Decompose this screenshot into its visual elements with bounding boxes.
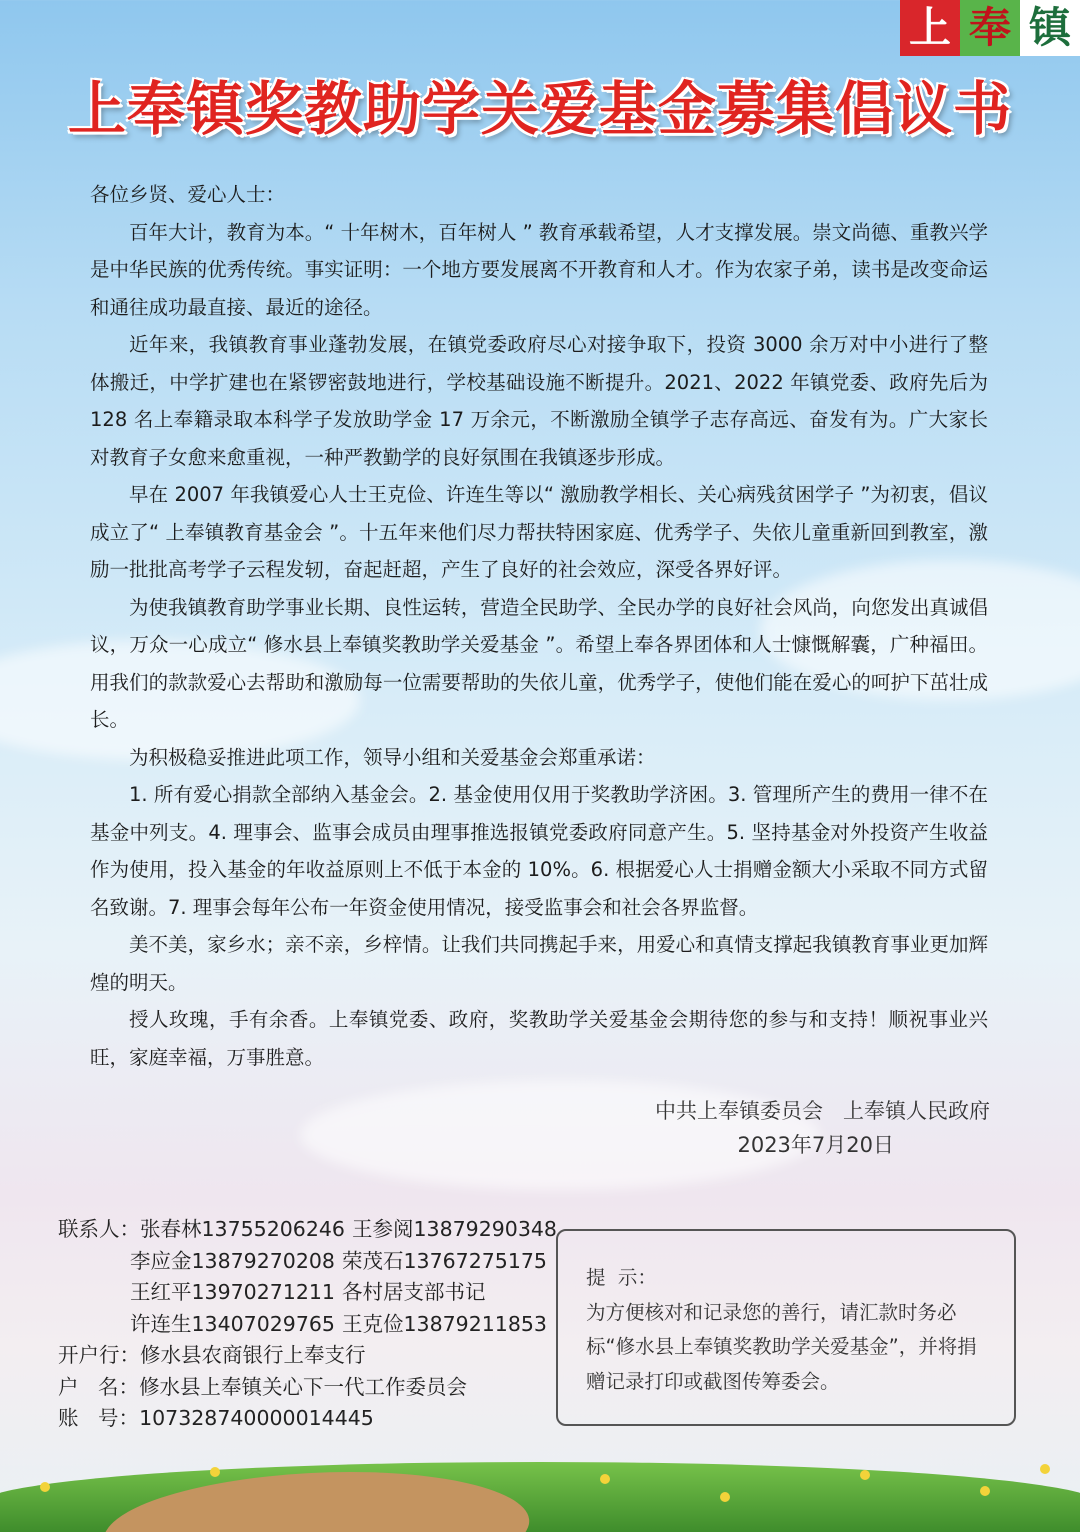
greeting: 各位乡贤、爱心人士： <box>90 183 286 206</box>
contact-person: 荣茂石13767275175 <box>342 1248 547 1273</box>
flower-decoration <box>1040 1464 1050 1474</box>
contact-person: 王克俭13879211853 <box>342 1311 547 1336</box>
paragraph: 为积极稳妥推进此项工作，领导小组和关爱基金会郑重承诺： <box>129 745 656 769</box>
paragraph: 1. 所有爱心捐款全部纳入基金会。2. 基金使用仅用于奖教助学济困。3. 管理所产生的费用一律不在基金中列支。4. 理事会、监事会成员由理事推选报镇党委政府同意产生。5. 坚持基金对外投资产生收益作为使用，投入基金的年收益原则上不低于本金的 10%。6. 根据爱心人士捐赠金额大小采取不同方式留名致谢。7. 理事会每年公布一年资金使用情况，接受监事会和社会各界监督。 <box>90 783 988 919</box>
letter-body <box>90 176 988 1076</box>
account-name-label: 户 名： <box>58 1374 140 1399</box>
contact-person: 各村居支部书记 <box>342 1280 486 1304</box>
flower-decoration <box>40 1482 50 1492</box>
tip-heading: 提 示： <box>586 1266 657 1289</box>
contact-person: 张春林13755206246 <box>140 1217 345 1241</box>
flower-decoration <box>720 1492 730 1502</box>
signature-orgs: 中共上奉镇委员会 上奉镇人民政府 <box>654 1099 990 1123</box>
page-title: 上奉镇奖教助学关爱基金募集倡议书 <box>67 75 1012 143</box>
paragraph: 美不美，家乡水；亲不亲，乡梓情。让我们共同携起手来，用爱心和真情支撑起我镇教育事业更加辉煌的明天。 <box>90 933 988 994</box>
paragraph: 授人玫瑰，手有余香。上奉镇党委、政府，奖教助学关爱基金会期待您的参与和支持！顺祝事业兴旺，家庭幸福，万事胜意。 <box>90 1008 988 1069</box>
flower-decoration <box>980 1486 990 1496</box>
contact-row <box>58 1277 557 1309</box>
signature-date: 2023年7月20日 <box>737 1133 894 1157</box>
contact-label: 联系人： <box>58 1217 140 1241</box>
flower-decoration <box>210 1467 220 1477</box>
contact-person: 李应金13879270208 <box>130 1248 335 1273</box>
bank-value: 修水县农商银行上奉支行 <box>140 1343 366 1367</box>
paragraph: 百年大计，教育为本。“ 十年树木，百年树人 ” 教育承载希望，人才支撑发展。崇文尚德、重教兴学是中华民族的优秀传统。事实证明：一个地方要发展离不开教育和人才。作为农家子弟，读书是改变命运和通往成功最直接、最近的途径。 <box>90 220 988 319</box>
signature <box>655 1094 990 1162</box>
paragraph: 早在 2007 年我镇爱心人士王克俭、许连生等以“ 激励教学相长、关心病残贫困学子 ”为初衷，倡议成立了“ 上奉镇教育基金会 ”。十五年来他们尽力帮扶特困家庭、优秀学子、失依儿童重新回到教室，激励一批批高考学子云程发轫，奋起赶超，产生了良好的社会效应，深受各界好评。 <box>90 483 988 581</box>
contact-person: 许连生13407029765 <box>130 1311 335 1336</box>
contact-row <box>58 1309 557 1341</box>
account-name-value: 修水县上奉镇关心下一代工作委员会 <box>139 1374 468 1399</box>
logo-char: 镇 <box>1020 0 1080 56</box>
account-number-value: 107328740000014445 <box>139 1406 374 1430</box>
account-number-label: 账 号： <box>58 1406 140 1430</box>
contact-row <box>58 1246 557 1278</box>
bank-row <box>58 1340 557 1372</box>
grass-decoration <box>0 1452 1080 1532</box>
paragraph: 近年来，我镇教育事业蓬勃发展，在镇党委政府尽心对接争取下，投资 3000 余万对中小进行了整体搬迁，中学扩建也在紧锣密鼓地进行，学校基础设施不断提升。2021、2022 年镇党委、政府先后为 128 名上奉籍录取本科学子发放助学金 17 万余元，不断激励全镇学子志存高远、奋发有为。广大家长对教育子女愈来愈重视，一种严教勤学的良好氛围在我镇逐步形成。 <box>90 333 988 469</box>
account-number-row <box>58 1403 557 1435</box>
bank-label: 开户行： <box>58 1343 140 1367</box>
tip-text: 为方便核对和记录您的善行，请汇款时务必标“修水县上奉镇奖教助学关爱基金”，并将捐赠记录打印或截图传筹委会。 <box>586 1300 977 1393</box>
logo-char: 上 <box>900 0 960 56</box>
flower-decoration <box>600 1474 610 1484</box>
account-name-row <box>58 1372 557 1404</box>
contact-person: 王参阅13879290348 <box>352 1217 557 1241</box>
tip-box <box>556 1229 1016 1426</box>
town-logo <box>900 0 1080 56</box>
contact-person: 王红平13970271211 <box>130 1280 335 1304</box>
paragraph: 为使我镇教育助学事业长期、良性运转，营造全民助学、全民办学的良好社会风尚，向您发出真诚倡议，万众一心成立“ 修水县上奉镇奖教助学关爱基金 ”。希望上奉各界团体和人士慷慨解囊，广种福田。用我们的款款爱心去帮助和激励每一位需要帮助的失依儿童，优秀学子，使他们能在爱心的呵护下茁壮成长。 <box>90 595 988 731</box>
flower-decoration <box>860 1470 870 1480</box>
contact-row <box>58 1214 557 1246</box>
contact-info <box>58 1214 557 1435</box>
logo-char: 奉 <box>960 0 1020 56</box>
